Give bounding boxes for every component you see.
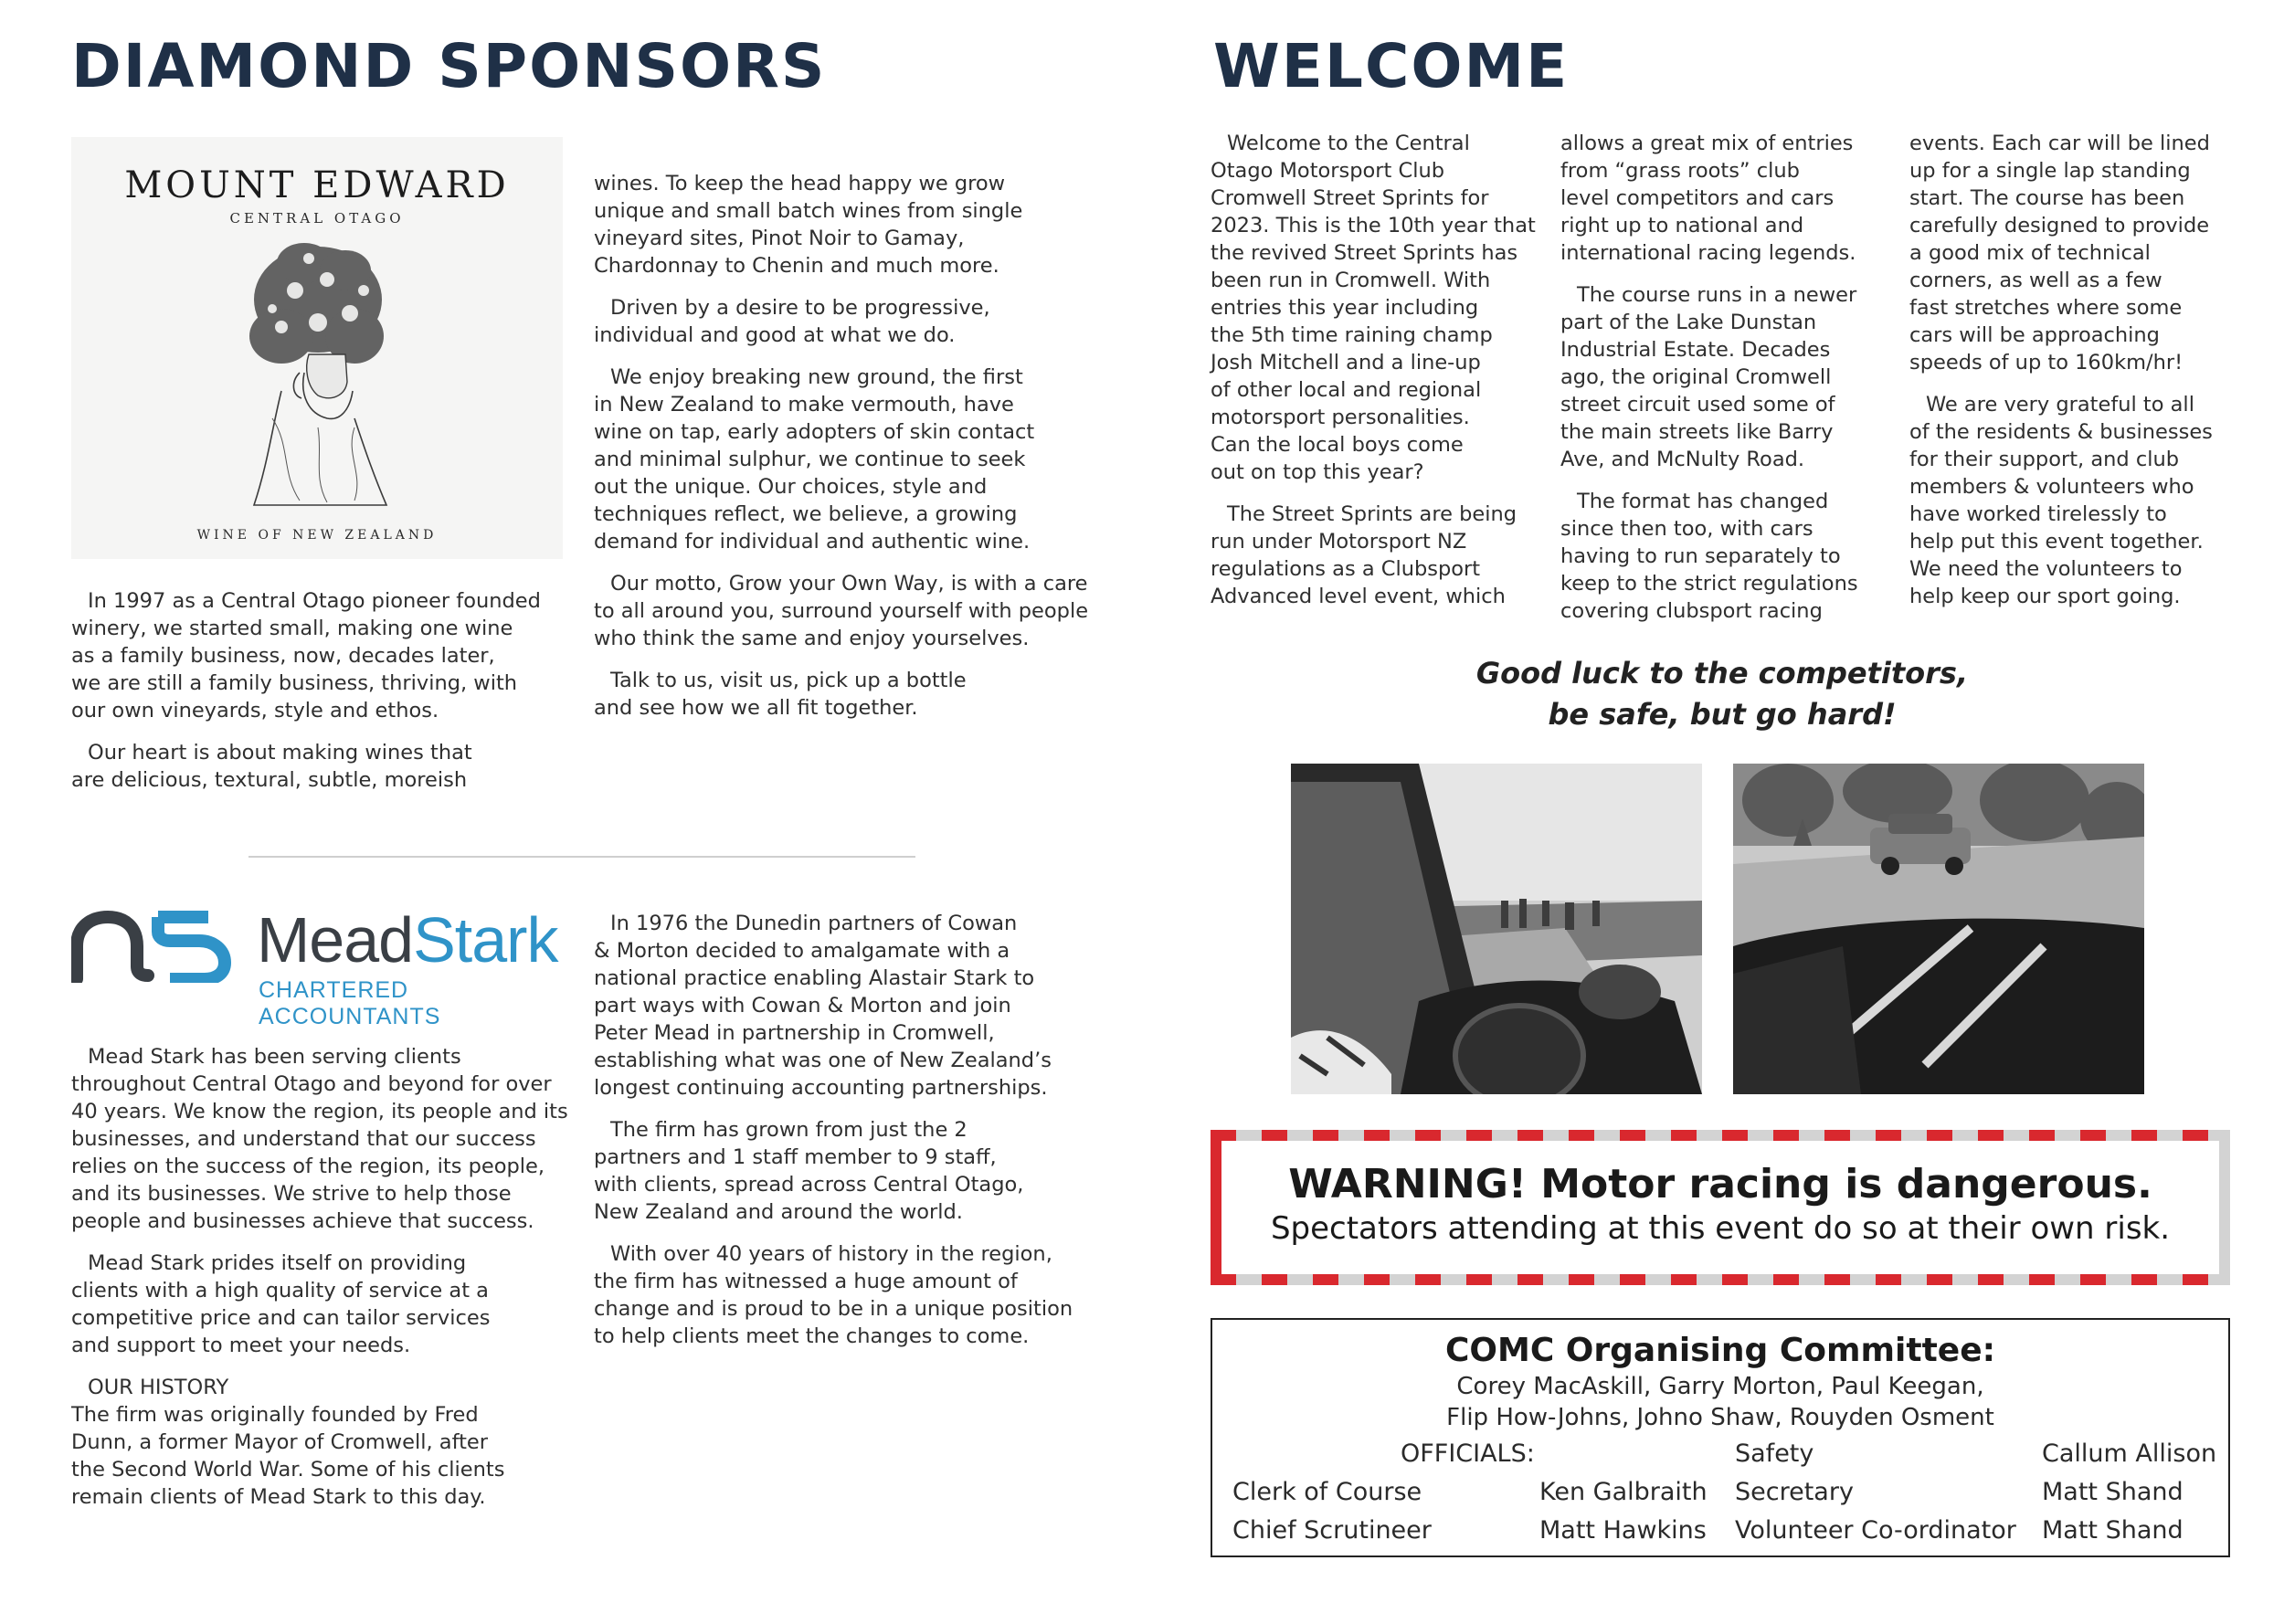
paragraph: Driven by a desire to be progressive, individual and good at what we do. — [594, 296, 990, 347]
paragraph: wines. To keep the head happy we grow unique and small batch wines from single vineyard sites, Pinot Noir to Gamay, Chardonnay to Chenin and much more. — [594, 172, 1023, 278]
in-car-photo — [1291, 764, 1702, 1094]
warning-subtitle: Spectators attending at this event do so at their own risk. — [1270, 1210, 2171, 1247]
official-name: Matt Shand — [2042, 1478, 2184, 1506]
race-car-photo-image — [1733, 764, 2144, 1094]
organising-committee-box — [1211, 1318, 2230, 1557]
official-name: Matt Hawkins — [1539, 1516, 1707, 1545]
paragraph: In 1997 as a Central Otago pioneer founded winery, we started small, making one wine as a family business, now, decades later, we are still a family business, thriving, with our own vineyards, style and ethos. — [71, 589, 541, 722]
paragraph: The Street Sprints are being run under Motorsport NZ regulations as a Clubsport Advanced level event, which — [1211, 502, 1517, 608]
history-heading: OUR HISTORY — [88, 1376, 229, 1399]
paragraph: Mead Stark prides itself on providing clients with a high quality of service at a competitive price and can tailor services and support to meet your needs. — [71, 1251, 491, 1357]
paragraph: The firm has grown from just the 2 partners and 1 staff member to 9 staff, with clients, spread across Central Otago, New Zealand and around the world. — [594, 1118, 1024, 1224]
welcome-column-3 — [1909, 130, 2257, 625]
welcome-heading: WELCOME — [1213, 31, 1570, 101]
mead-stark-mark-icon — [71, 910, 236, 983]
race-car-photo — [1733, 764, 2144, 1094]
warning-title: WARNING! Motor racing is dangerous. — [1288, 1161, 2152, 1207]
good-luck-message: Good luck to the competitors, be safe, but go hard! — [1475, 656, 1969, 732]
welcome-column-2 — [1560, 130, 1908, 639]
mead-stark-logo-name — [257, 904, 558, 975]
mead-stark-left-column — [71, 1043, 583, 1525]
official-role: Clerk of Course — [1232, 1478, 1422, 1506]
mount-edward-right-column — [594, 170, 1124, 736]
mead-stark-logo-name-part2: Stark — [413, 904, 558, 975]
mead-stark-right-column — [594, 910, 1133, 1365]
paragraph: Our motto, Grow your Own Way, is with a care to all around you, surround yourself with people who think the same and enjoy yourselves. — [594, 572, 1089, 650]
committee-title: COMC Organising Committee: — [1444, 1332, 1996, 1369]
paragraph: allows a great mix of entries from “grass roots” club level competitors and cars right up to national and international racing legends. — [1560, 132, 1856, 265]
official-role: Safety — [1735, 1439, 1814, 1468]
paragraph: events. Each car will be lined up for a single lap standing start. The course has been carefully designed to provide a good mix of technical corners, as well as a few fast stretches where some cars will be approaching speeds of up to 160km/hr! — [1909, 132, 2210, 374]
official-name: Matt Shand — [2042, 1516, 2184, 1545]
paragraph: Welcome to the Central Otago Motorsport Club Cromwell Street Sprints for 2023. This is the 10th year that the revived Street Sprints has been run in Cromwell. With entries this year including the 5th time raining champ Josh Mitchell and a line-up of other local and regional motorsport personalities. Can the local boys come out on top this year? — [1211, 132, 1536, 484]
mead-stark-logo-name-part1: Mead — [257, 904, 414, 975]
mount-edward-logo — [71, 137, 563, 559]
mead-stark-logo-sub: CHARTERED ACCOUNTANTS — [259, 977, 441, 1029]
mount-edward-logo-tagline: WINE OF NEW ZEALAND — [196, 528, 438, 543]
paragraph: Talk to us, visit us, pick up a bottle and see how we all fit together. — [594, 669, 967, 720]
mount-edward-portrait-illustration — [217, 236, 418, 510]
warning-banner — [1211, 1130, 2230, 1285]
paragraph: The format has changed since then too, with cars having to run separately to keep to the strict regulations covering clubsport racing — [1560, 490, 1858, 623]
paragraph: The course runs in a newer part of the Lake Dunstan Industrial Estate. Decades ago, the original Cromwell street circuit used some of the main streets like Barry Ave, and McNulty Road. — [1560, 283, 1857, 471]
officials-heading: OFFICIALS: — [1401, 1439, 1535, 1468]
mount-edward-logo-name: MOUNT EDWARD — [124, 164, 510, 206]
official-role: Chief Scrutineer — [1232, 1516, 1432, 1545]
paragraph: We enjoy breaking new ground, the first in New Zealand to make vermouth, have wine on tap, early adopters of skin contact and minimal sulphur, we continue to seek out the unique. Our choices, style and techniques reflect, we believe, a growing demand for individual and authentic wine. — [594, 365, 1035, 554]
in-car-photo-image — [1291, 764, 1702, 1094]
welcome-column-1 — [1211, 130, 1558, 625]
official-role: Volunteer Co-ordinator — [1735, 1516, 2016, 1545]
official-role: Secretary — [1735, 1478, 1854, 1506]
mount-edward-logo-region: CENTRAL OTAGO — [229, 210, 405, 227]
history-text: The firm was originally founded by Fred Dunn, a former Mayor of Cromwell, after the Second World War. Some of his clients remain clients of Mead Stark to this day. — [71, 1403, 505, 1509]
paragraph: With over 40 years of history in the region, the firm has witnessed a huge amount of change and is proud to be in a unique position to help clients meet the changes to come. — [594, 1242, 1073, 1348]
section-divider — [248, 856, 915, 858]
official-name: Callum Allison — [2042, 1439, 2217, 1468]
paragraph: Our heart is about making wines that are delicious, textural, subtle, moreish — [71, 741, 472, 792]
paragraph: Mead Stark has been serving clients throughout Central Otago and beyond for over 40 years. We know the region, its people and its businesses, and understand that our success relies on the success of the region, its people, and its businesses. We strive to help those people and businesses achieve that success. — [71, 1045, 568, 1233]
paragraph: In 1976 the Dunedin partners of Cowan & Morton decided to amalgamate with a national practice enabling Alastair Stark to part ways with Cowan & Morton and join Peter Mead in partnership in Cromwell, establishing what was one of New Zealand’s longest continuing accounting partnerships. — [594, 912, 1052, 1100]
sponsors-heading: DIAMOND SPONSORS — [71, 31, 827, 101]
committee-members: Corey MacAskill, Garry Morton, Paul Keegan, Flip How-Johns, Johno Shaw, Rouyden Osment — [1446, 1373, 1994, 1431]
paragraph: We are very grateful to all of the residents & businesses for their support, and club members & volunteers who have worked tirelessly to help put this event together. We need the volunteers to help keep our sport going. — [1909, 393, 2213, 608]
mead-stark-logo — [71, 904, 565, 1029]
official-name: Ken Galbraith — [1539, 1478, 1708, 1506]
mount-edward-left-column — [71, 587, 583, 808]
